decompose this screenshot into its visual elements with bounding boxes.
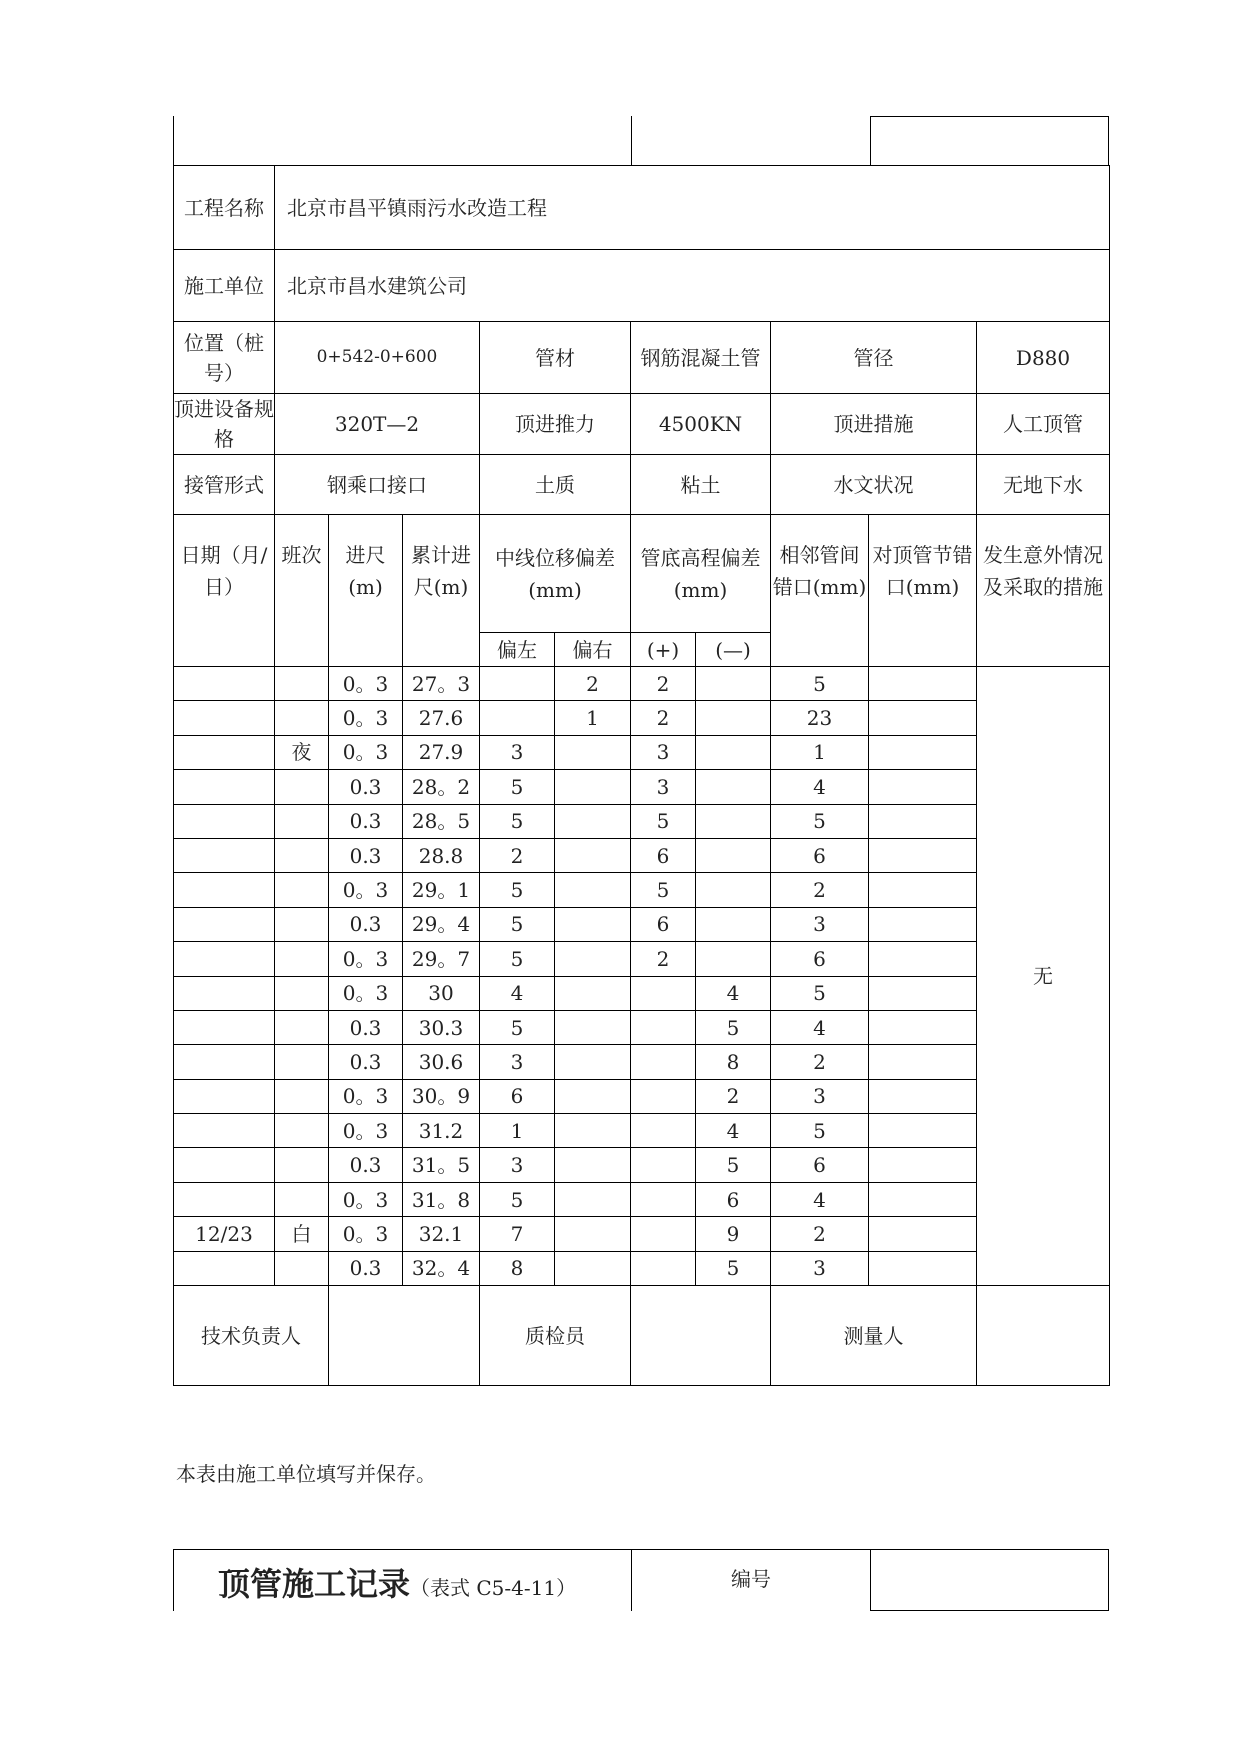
- plus-dev-cell: 5: [631, 804, 696, 838]
- project-name-value: 北京市昌平镇雨污水改造工程: [275, 166, 1110, 250]
- cumulative-cell: 28。5: [403, 804, 480, 838]
- shift-cell: [275, 1079, 329, 1113]
- cumulative-cell: 30: [403, 976, 480, 1010]
- left-dev-cell: 7: [480, 1217, 555, 1251]
- opposite-cell: [869, 838, 977, 872]
- date-cell: [174, 1148, 275, 1182]
- advance-cell: 0.3: [329, 1148, 403, 1182]
- top-frame-mid-line: [631, 116, 632, 166]
- record-form: [173, 165, 1110, 1386]
- minus-dev-cell: 6: [696, 1182, 771, 1216]
- shift-cell: 夜: [275, 735, 329, 769]
- minus-dev-cell: [696, 667, 771, 701]
- opposite-cell: [869, 976, 977, 1010]
- adjacent-cell: 2: [771, 1045, 869, 1079]
- opposite-cell: [869, 942, 977, 976]
- left-dev-cell: 3: [480, 1148, 555, 1182]
- plus-dev-cell: 3: [631, 735, 696, 769]
- form-title-sub: （表式 C5-4-11）: [410, 1576, 577, 1600]
- advance-cell: 0。3: [329, 942, 403, 976]
- top-frame-left-line: [173, 116, 174, 166]
- adjacent-cell: 3: [771, 1251, 869, 1285]
- table-row: [174, 1251, 1110, 1285]
- table-row: [174, 907, 1110, 941]
- adjacent-cell: 5: [771, 976, 869, 1010]
- opposite-cell: [869, 873, 977, 907]
- minus-dev-cell: 5: [696, 1148, 771, 1182]
- shift-cell: [275, 667, 329, 701]
- opposite-cell: [869, 1251, 977, 1285]
- cumulative-cell: 27。3: [403, 667, 480, 701]
- minus-dev-cell: 9: [696, 1217, 771, 1251]
- plus-dev-cell: 2: [631, 667, 696, 701]
- equipment-label: 顶进设备规格: [174, 394, 275, 455]
- left-dev-cell: 5: [480, 1010, 555, 1044]
- date-cell: [174, 942, 275, 976]
- advance-cell: 0。3: [329, 701, 403, 735]
- opposite-cell: [869, 770, 977, 804]
- data-rows: [174, 667, 1110, 1286]
- cumulative-cell: 29。1: [403, 873, 480, 907]
- joint-label: 接管形式: [174, 455, 275, 515]
- left-dev-cell: 2: [480, 838, 555, 872]
- shift-cell: [275, 907, 329, 941]
- adjacent-cell: 4: [771, 1182, 869, 1216]
- minus-dev-cell: [696, 735, 771, 769]
- opposite-cell: [869, 907, 977, 941]
- method-label: 顶进措施: [771, 394, 977, 455]
- cumulative-cell: 31.2: [403, 1114, 480, 1148]
- survey-value: [977, 1286, 1110, 1386]
- plus-dev-cell: [631, 1114, 696, 1148]
- adjacent-cell: 3: [771, 907, 869, 941]
- right-dev-cell: [555, 1217, 631, 1251]
- advance-cell: 0。3: [329, 873, 403, 907]
- right-dev-cell: [555, 907, 631, 941]
- cumulative-cell: 30。9: [403, 1079, 480, 1113]
- right-dev-cell: [555, 1148, 631, 1182]
- table-row: [174, 942, 1110, 976]
- right-dev-cell: [555, 1079, 631, 1113]
- number-box: [870, 1549, 1109, 1611]
- adjacent-cell: 5: [771, 804, 869, 838]
- minus-dev-cell: 8: [696, 1045, 771, 1079]
- left-dev-cell: 8: [480, 1251, 555, 1285]
- shift-cell: [275, 942, 329, 976]
- table-row: [174, 701, 1110, 735]
- adjacent-cell: 6: [771, 838, 869, 872]
- thrust-value: 4500KN: [631, 394, 771, 455]
- shift-cell: [275, 873, 329, 907]
- table-row: [174, 770, 1110, 804]
- opposite-cell: [869, 1182, 977, 1216]
- shift-cell: 白: [275, 1217, 329, 1251]
- adjacent-cell: 5: [771, 1114, 869, 1148]
- cumulative-cell: 30.6: [403, 1045, 480, 1079]
- plus-dev-cell: [631, 1217, 696, 1251]
- header-left: 偏左: [480, 633, 555, 667]
- right-dev-cell: [555, 838, 631, 872]
- number-label: 编号: [731, 1567, 771, 1591]
- right-dev-cell: [555, 735, 631, 769]
- next-form-header: [173, 1549, 1109, 1611]
- plus-dev-cell: [631, 1045, 696, 1079]
- adjacent-cell: 6: [771, 1148, 869, 1182]
- left-dev-cell: 6: [480, 1079, 555, 1113]
- plus-dev-cell: 6: [631, 838, 696, 872]
- minus-dev-cell: [696, 907, 771, 941]
- plus-dev-cell: [631, 976, 696, 1010]
- cumulative-cell: 27.6: [403, 701, 480, 735]
- soil-value: 粘土: [631, 455, 771, 515]
- opposite-cell: [869, 667, 977, 701]
- form-title-main: 顶管施工记录: [218, 1565, 411, 1603]
- table-row: [174, 667, 1110, 701]
- incident-cell: 无: [977, 667, 1110, 1286]
- adjacent-cell: 4: [771, 1010, 869, 1044]
- header-opposite: 对顶管节错口(mm): [869, 515, 977, 667]
- cumulative-cell: 29。7: [403, 942, 480, 976]
- minus-dev-cell: [696, 770, 771, 804]
- advance-cell: 0。3: [329, 735, 403, 769]
- right-dev-cell: 1: [555, 701, 631, 735]
- date-cell: [174, 873, 275, 907]
- minus-dev-cell: [696, 701, 771, 735]
- project-name-label: 工程名称: [174, 166, 275, 250]
- cumulative-cell: 31。8: [403, 1182, 480, 1216]
- plus-dev-cell: [631, 1148, 696, 1182]
- plus-dev-cell: 3: [631, 770, 696, 804]
- date-cell: [174, 1079, 275, 1113]
- plus-dev-cell: 2: [631, 701, 696, 735]
- minus-dev-cell: 4: [696, 976, 771, 1010]
- header-plus: (+): [631, 633, 696, 667]
- date-cell: [174, 1010, 275, 1044]
- date-cell: [174, 1182, 275, 1216]
- shift-cell: [275, 1251, 329, 1285]
- advance-cell: 0。3: [329, 1114, 403, 1148]
- footer-note: 本表由施工单位填写并保存。: [176, 1462, 436, 1486]
- table-row: [174, 1010, 1110, 1044]
- header-incident: 发生意外情况及采取的措施: [977, 515, 1110, 667]
- adjacent-cell: 2: [771, 873, 869, 907]
- cumulative-cell: 31。5: [403, 1148, 480, 1182]
- minus-dev-cell: [696, 942, 771, 976]
- table-row: [174, 873, 1110, 907]
- left-dev-cell: 5: [480, 1182, 555, 1216]
- date-cell: [174, 667, 275, 701]
- right-dev-cell: [555, 804, 631, 838]
- qc-label: 质检员: [480, 1286, 631, 1386]
- table-row: [174, 735, 1110, 769]
- pipe-material-value: 钢筋混凝土管: [631, 322, 771, 394]
- form-title: [218, 1559, 576, 1605]
- left-dev-cell: 3: [480, 1045, 555, 1079]
- contractor-label: 施工单位: [174, 250, 275, 322]
- date-cell: 12/23: [174, 1217, 275, 1251]
- top-frame-number-box: [870, 116, 1109, 166]
- plus-dev-cell: [631, 1182, 696, 1216]
- date-cell: [174, 770, 275, 804]
- advance-cell: 0.3: [329, 907, 403, 941]
- table-row: [174, 976, 1110, 1010]
- qc-value: [631, 1286, 771, 1386]
- date-cell: [174, 907, 275, 941]
- right-dev-cell: [555, 873, 631, 907]
- opposite-cell: [869, 1114, 977, 1148]
- header-elevation: 管底高程偏差 (mm): [631, 515, 771, 633]
- pipe-dia-value: D880: [977, 322, 1110, 394]
- date-cell: [174, 976, 275, 1010]
- right-dev-cell: [555, 976, 631, 1010]
- minus-dev-cell: 5: [696, 1010, 771, 1044]
- opposite-cell: [869, 1217, 977, 1251]
- table-row: [174, 1045, 1110, 1079]
- date-cell: [174, 1251, 275, 1285]
- left-dev-cell: 5: [480, 873, 555, 907]
- date-cell: [174, 804, 275, 838]
- shift-cell: [275, 1114, 329, 1148]
- adjacent-cell: 6: [771, 942, 869, 976]
- left-dev-cell: 5: [480, 804, 555, 838]
- opposite-cell: [869, 701, 977, 735]
- shift-cell: [275, 770, 329, 804]
- left-dev-cell: 3: [480, 735, 555, 769]
- advance-cell: 0.3: [329, 804, 403, 838]
- adjacent-cell: 3: [771, 1079, 869, 1113]
- opposite-cell: [869, 1079, 977, 1113]
- left-dev-cell: [480, 667, 555, 701]
- advance-cell: 0.3: [329, 838, 403, 872]
- minus-dev-cell: 4: [696, 1114, 771, 1148]
- cumulative-cell: 28.8: [403, 838, 480, 872]
- left-dev-cell: 5: [480, 770, 555, 804]
- method-value: 人工顶管: [977, 394, 1110, 455]
- right-dev-cell: [555, 1045, 631, 1079]
- left-dev-cell: 1: [480, 1114, 555, 1148]
- shift-cell: [275, 1182, 329, 1216]
- plus-dev-cell: 6: [631, 907, 696, 941]
- cumulative-cell: 32。4: [403, 1251, 480, 1285]
- date-cell: [174, 701, 275, 735]
- header-date: 日期（月/日）: [174, 515, 275, 667]
- header-adjacent: 相邻管间错口(mm): [771, 515, 869, 667]
- date-cell: [174, 1114, 275, 1148]
- right-dev-cell: [555, 1182, 631, 1216]
- header-shift: 班次: [275, 515, 329, 667]
- plus-dev-cell: 2: [631, 942, 696, 976]
- table-row: [174, 804, 1110, 838]
- table-row: [174, 1182, 1110, 1216]
- left-dev-cell: [480, 701, 555, 735]
- header-advance: 进尺(m): [329, 515, 403, 667]
- cumulative-cell: 32.1: [403, 1217, 480, 1251]
- date-cell: [174, 735, 275, 769]
- table-row: [174, 1114, 1110, 1148]
- header-centerline: 中线位移偏差 (mm): [480, 515, 631, 633]
- plus-dev-cell: 5: [631, 873, 696, 907]
- table-row: [174, 1217, 1110, 1251]
- hydro-label: 水文状况: [771, 455, 977, 515]
- date-cell: [174, 1045, 275, 1079]
- cumulative-cell: 28。2: [403, 770, 480, 804]
- advance-cell: 0。3: [329, 976, 403, 1010]
- advance-cell: 0.3: [329, 1010, 403, 1044]
- advance-cell: 0。3: [329, 1217, 403, 1251]
- shift-cell: [275, 1148, 329, 1182]
- shift-cell: [275, 1045, 329, 1079]
- advance-cell: 0。3: [329, 1182, 403, 1216]
- advance-cell: 0。3: [329, 667, 403, 701]
- tech-lead-label: 技术负责人: [174, 1286, 329, 1386]
- minus-dev-cell: [696, 873, 771, 907]
- soil-label: 土质: [480, 455, 631, 515]
- minus-dev-cell: 5: [696, 1251, 771, 1285]
- right-dev-cell: [555, 1251, 631, 1285]
- opposite-cell: [869, 1045, 977, 1079]
- record-table: [173, 165, 1110, 1386]
- table-row: [174, 838, 1110, 872]
- pipe-dia-label: 管径: [771, 322, 977, 394]
- right-dev-cell: [555, 1010, 631, 1044]
- position-label: 位置（桩号）: [174, 322, 275, 394]
- plus-dev-cell: [631, 1010, 696, 1044]
- advance-cell: 0.3: [329, 1045, 403, 1079]
- right-dev-cell: [555, 942, 631, 976]
- left-dev-cell: 5: [480, 942, 555, 976]
- position-value: 0+542-0+600: [275, 322, 480, 394]
- header-minus: (—): [696, 633, 771, 667]
- date-cell: [174, 838, 275, 872]
- top-frame: [173, 116, 1108, 166]
- cumulative-cell: 29。4: [403, 907, 480, 941]
- opposite-cell: [869, 804, 977, 838]
- minus-dev-cell: [696, 804, 771, 838]
- adjacent-cell: 23: [771, 701, 869, 735]
- right-dev-cell: [555, 1114, 631, 1148]
- contractor-value: 北京市昌水建筑公司: [275, 250, 1110, 322]
- shift-cell: [275, 976, 329, 1010]
- table-row: [174, 1148, 1110, 1182]
- shift-cell: [275, 1010, 329, 1044]
- shift-cell: [275, 701, 329, 735]
- adjacent-cell: 5: [771, 667, 869, 701]
- thrust-label: 顶进推力: [480, 394, 631, 455]
- left-dev-cell: 4: [480, 976, 555, 1010]
- table-row: [174, 1079, 1110, 1113]
- hydro-value: 无地下水: [977, 455, 1110, 515]
- header-cumulative: 累计进尺(m): [403, 515, 480, 667]
- right-dev-cell: 2: [555, 667, 631, 701]
- plus-dev-cell: [631, 1079, 696, 1113]
- header-right: 偏右: [555, 633, 631, 667]
- advance-cell: 0.3: [329, 770, 403, 804]
- adjacent-cell: 1: [771, 735, 869, 769]
- plus-dev-cell: [631, 1251, 696, 1285]
- equipment-value: 320T—2: [275, 394, 480, 455]
- opposite-cell: [869, 1148, 977, 1182]
- cumulative-cell: 27.9: [403, 735, 480, 769]
- advance-cell: 0.3: [329, 1251, 403, 1285]
- adjacent-cell: 2: [771, 1217, 869, 1251]
- pipe-material-label: 管材: [480, 322, 631, 394]
- left-dev-cell: 5: [480, 907, 555, 941]
- cumulative-cell: 30.3: [403, 1010, 480, 1044]
- survey-label: 测量人: [771, 1286, 977, 1386]
- tech-lead-value: [329, 1286, 480, 1386]
- shift-cell: [275, 804, 329, 838]
- minus-dev-cell: 2: [696, 1079, 771, 1113]
- joint-value: 钢乘口接口: [275, 455, 480, 515]
- shift-cell: [275, 838, 329, 872]
- advance-cell: 0。3: [329, 1079, 403, 1113]
- minus-dev-cell: [696, 838, 771, 872]
- adjacent-cell: 4: [771, 770, 869, 804]
- opposite-cell: [869, 1010, 977, 1044]
- right-dev-cell: [555, 770, 631, 804]
- opposite-cell: [869, 735, 977, 769]
